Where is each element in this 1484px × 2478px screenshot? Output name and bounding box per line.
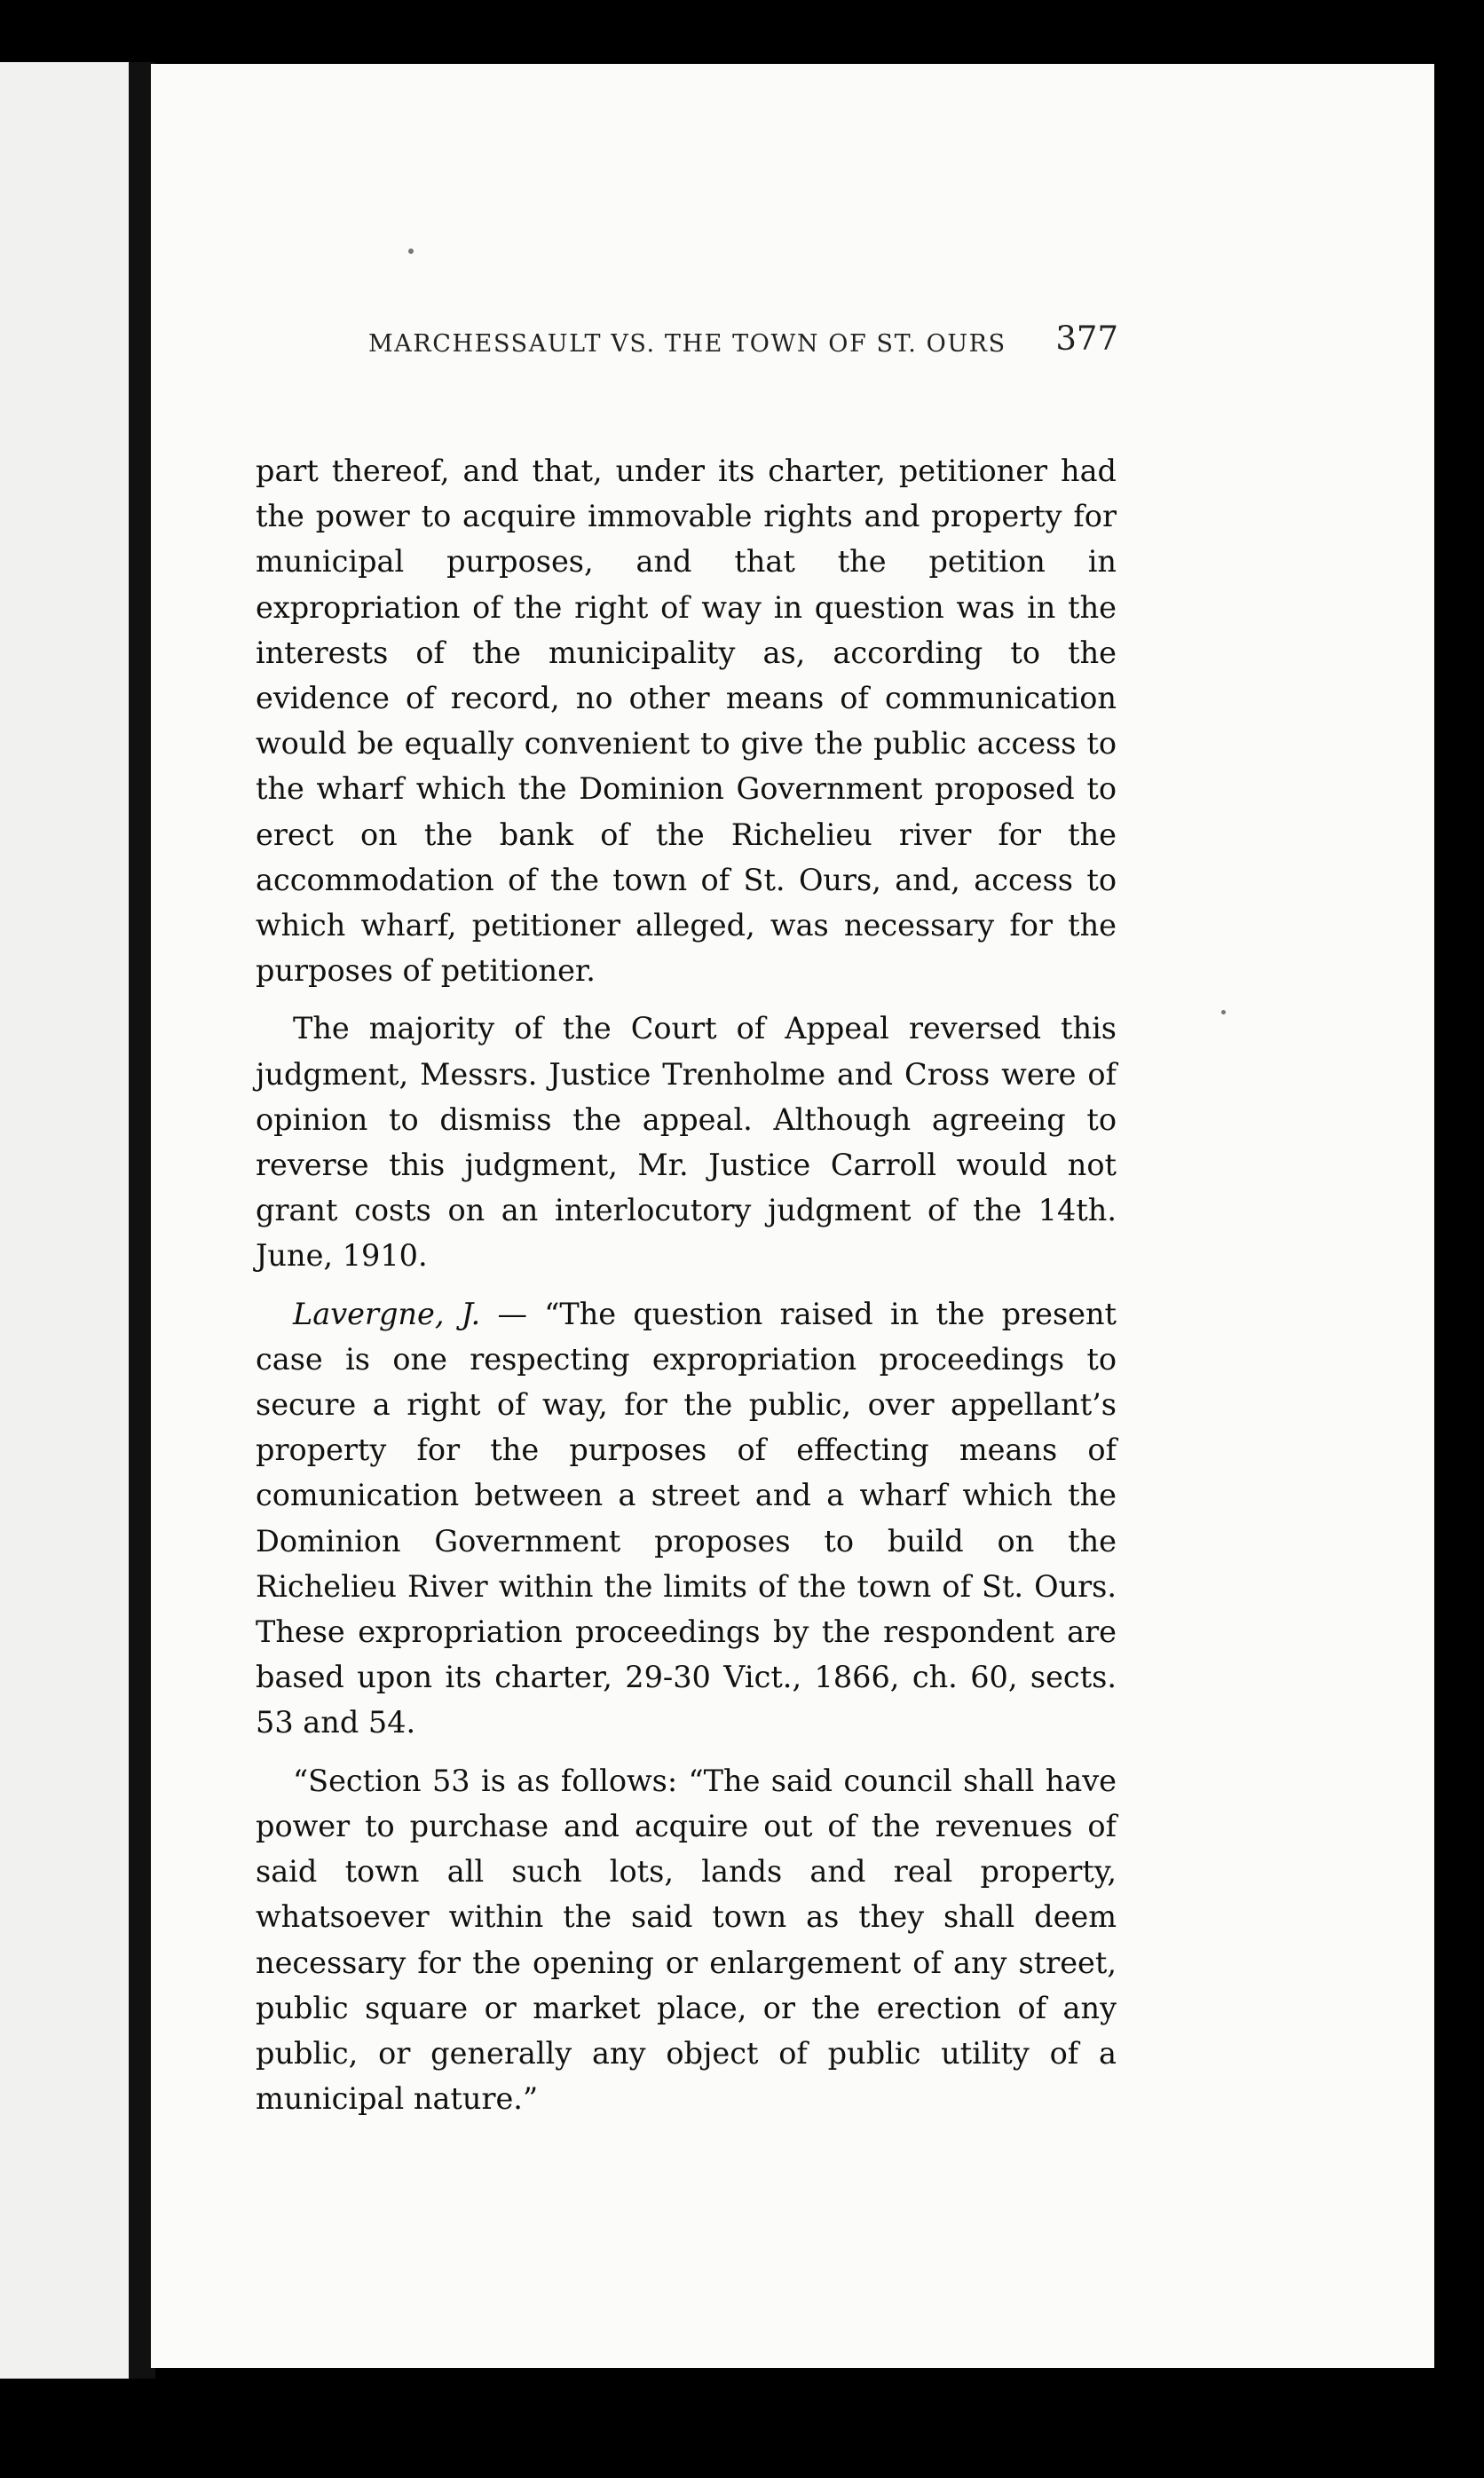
paragraph-lavergne-opinion bbox=[256, 1291, 1117, 1746]
running-header bbox=[222, 318, 1118, 371]
page-number: 377 bbox=[1055, 320, 1118, 358]
opinion-text: — “The question raised in the present case is one respecting expropriation proceedings to secure a right of way, for the public, over appellant’s property for the purposes of effecting means of comunication between a street and a wharf which the Dominion Government proposes to build on the Richelieu River within the limits of the town of St. Ours. These expropriation proceedings by the respondent are based upon its charter, 29-30 Vict., 1866, ch. 60, sects. 53 and 54. bbox=[256, 1296, 1117, 1740]
running-title: MARCHESSAULT VS. THE TOWN OF ST. OURS bbox=[368, 330, 1006, 358]
judge-name: Lavergne, J. bbox=[293, 1296, 481, 1331]
page-body bbox=[256, 448, 1117, 2134]
facing-page-edge bbox=[0, 62, 129, 2379]
paragraph-appeal-summary: The majority of the Court of Appeal reversed this judgment, Messrs. Justice Trenholme and Cross were of opinion to dismiss the appeal. Although agreeing to reverse this judgment, Mr. Justice Carroll would not grant costs on an interlocutory judgment of the 14th. June, 1910. bbox=[256, 1011, 1117, 1274]
paper-speck bbox=[408, 249, 414, 254]
paper-speck bbox=[1221, 1010, 1226, 1014]
paragraph-section-53: “Section 53 is as follows: “The said council shall have power to purchase and acquire out of the revenues of said town all such lots, lands and real property, whatsoever within the said town as they shall deem necessary for the opening or enlargement of any street, public square or market place, or the erection of any public, or generally any object of public utility of a municipal nature.” bbox=[256, 1763, 1117, 2117]
paragraph-continued: part thereof, and that, under its charter, petitioner had the power to acquire immovable rights and property for municipal purposes, and that the petition in expropriation of the right of way in question was in the interests of the municipality as, according to the evidence of record, no other means of communication would be equally convenient to give the public access to the wharf which the Dominion Government proposed to erect on the bank of the Richelieu river for the accommodation of the town of St. Ours, and, access to which wharf, petitioner alleged, was necessary for the purposes of petitioner. bbox=[256, 454, 1117, 989]
